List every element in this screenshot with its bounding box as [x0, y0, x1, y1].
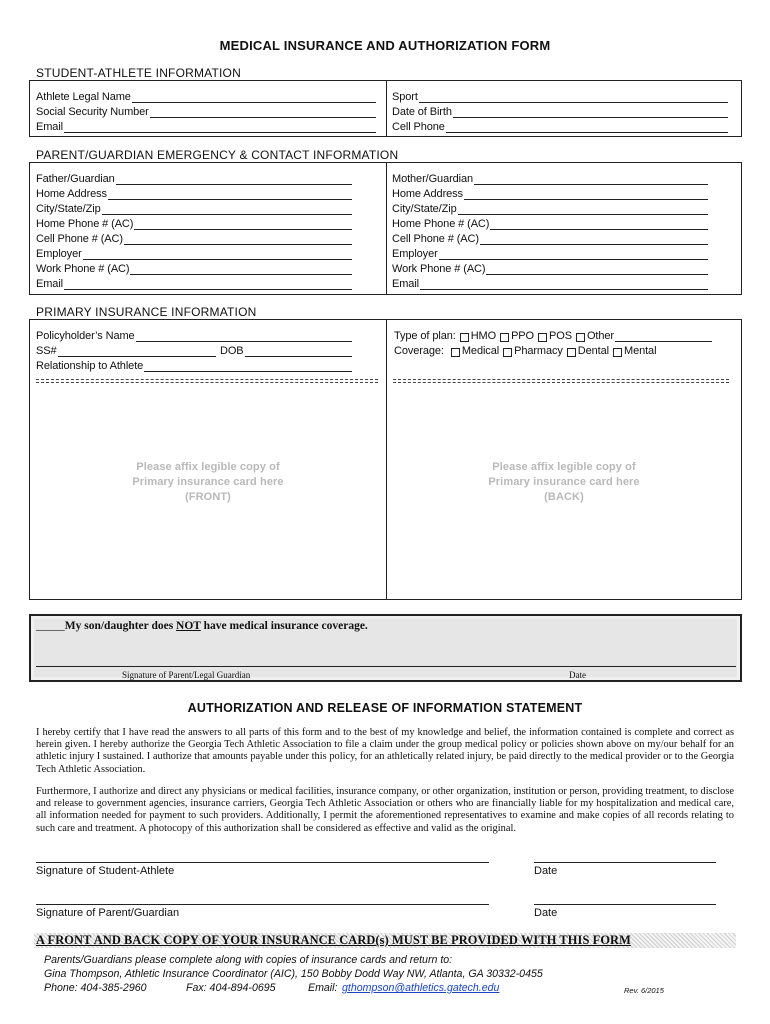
- back-card-divider: [393, 379, 729, 380]
- father-address-field[interactable]: [36, 185, 352, 200]
- mental-checkbox[interactable]: [613, 348, 622, 357]
- mother-cell-phone-field[interactable]: [392, 230, 708, 245]
- footer-coordinator: Gina Thompson, Athletic Insurance Coordinator (AIC), 150 Bobby Dodd Way NW, Atlanta, GA 30332-0455: [44, 968, 543, 980]
- student-section-heading: STUDENT-ATHLETE INFORMATION: [36, 66, 241, 80]
- field-label: Cell Phone: [392, 121, 445, 133]
- dental-checkbox[interactable]: [567, 348, 576, 357]
- plan-type-row: [394, 327, 712, 342]
- father-employer-field[interactable]: [36, 245, 352, 260]
- field-label: Father/Guardian: [36, 173, 115, 185]
- policyholder-dob-field[interactable]: [220, 342, 352, 357]
- ssn-field[interactable]: [36, 103, 376, 118]
- ppo-label: PPO: [511, 330, 534, 342]
- field-label: Email: [36, 278, 64, 290]
- student-date-line[interactable]: [534, 862, 716, 863]
- field-label: Policyholder’s Name: [36, 330, 135, 342]
- relationship-field[interactable]: [36, 357, 352, 372]
- athlete-name-field[interactable]: [36, 88, 376, 103]
- field-label: Cell Phone # (AC): [392, 233, 479, 245]
- parent-date-line[interactable]: [534, 904, 716, 905]
- no-insurance-text-end: have medical insurance coverage.: [200, 620, 368, 632]
- field-label: Home Address: [392, 188, 463, 200]
- front-card-divider: [36, 379, 378, 380]
- footer-instructions: Parents/Guardians please complete along with copies of insurance cards and return to:: [44, 954, 453, 966]
- other-label: Other: [586, 330, 614, 342]
- field-label: City/State/Zip: [36, 203, 101, 215]
- authorization-heading: AUTHORIZATION AND RELEASE OF INFORMATION STATEMENT: [187, 701, 583, 715]
- authorization-paragraph-1: I hereby certify that I have read the answers to all parts of this form and to the best of my knowledge and belief, the information contained is complete and correct as herein given. I hereby authorize the Georgia Tech Athletic Association to file a claim under the group medical policy or policies shown above on my/our behalf for an athletic injury I sustained. I authorize that amounts payable under this policy, for an athletically related injury, be paid directly to the medical provider or to the Georgia Tech Athletic Association.: [36, 727, 734, 775]
- field-label: Work Phone # (AC): [392, 263, 486, 275]
- card-note-line: (BACK): [544, 491, 584, 503]
- mother-home-phone-field[interactable]: [392, 215, 708, 230]
- policyholder-ss-field[interactable]: [36, 342, 216, 357]
- father-home-phone-field[interactable]: [36, 215, 352, 230]
- student-signature-label: Signature of Student-Athlete: [36, 865, 175, 877]
- footer-fax: Fax: 404-894-0695: [186, 982, 276, 994]
- father-guardian-field[interactable]: [36, 170, 352, 185]
- card-note-line: Primary insurance card here: [488, 476, 640, 488]
- no-insurance-date-label: Date: [569, 670, 586, 680]
- field-label: City/State/Zip: [392, 203, 457, 215]
- coverage-label: Coverage:: [394, 345, 444, 357]
- field-label: DOB: [220, 345, 244, 357]
- back-card-placeholder: [464, 460, 664, 505]
- field-label: Date of Birth: [392, 106, 452, 118]
- front-card-divider: [36, 382, 378, 383]
- field-label: Home Phone # (AC): [36, 218, 134, 230]
- footer-revision: Rev. 6/2015: [624, 986, 664, 995]
- field-label: SS#: [36, 345, 57, 357]
- student-signature-line[interactable]: [36, 862, 489, 863]
- no-insurance-blank[interactable]: _____: [36, 620, 65, 632]
- front-card-placeholder: [108, 460, 308, 505]
- field-label: Mother/Guardian: [392, 173, 474, 185]
- field-label: Social Security Number: [36, 106, 149, 118]
- dob-field[interactable]: [392, 103, 728, 118]
- ppo-checkbox[interactable]: [500, 333, 509, 342]
- mother-guardian-field[interactable]: [392, 170, 708, 185]
- medical-label: Medical: [461, 345, 500, 357]
- card-note-line: Please affix legible copy of: [136, 461, 280, 473]
- father-email-field[interactable]: [36, 275, 352, 290]
- athlete-email-field[interactable]: [36, 118, 376, 133]
- pos-label: POS: [549, 330, 572, 342]
- footer-notice: A FRONT AND BACK COPY OF YOUR INSURANCE CARD(s) MUST BE PROVIDED WITH THIS FORM: [36, 933, 631, 947]
- athlete-cell-field[interactable]: [392, 118, 728, 133]
- no-insurance-sig-label: Signature of Parent/Legal Guardian: [122, 670, 251, 680]
- footer-email-label: Email:: [308, 982, 338, 994]
- mother-work-phone-field[interactable]: [392, 260, 708, 275]
- father-work-phone-field[interactable]: [36, 260, 352, 275]
- hmo-label: HMO: [470, 330, 497, 342]
- insurance-section-heading: PRIMARY INSURANCE INFORMATION: [36, 305, 257, 319]
- no-insurance-text: My son/daughter does: [64, 620, 177, 632]
- policyholder-field[interactable]: [36, 327, 352, 342]
- field-label: Employer: [36, 248, 82, 260]
- no-insurance-statement[interactable]: [36, 620, 368, 632]
- mother-email-field[interactable]: [392, 275, 708, 290]
- field-label: Email: [392, 278, 420, 290]
- dental-label: Dental: [577, 345, 609, 357]
- field-label: Work Phone # (AC): [36, 263, 130, 275]
- no-insurance-not: NOT: [176, 620, 201, 632]
- pharmacy-label: Pharmacy: [514, 345, 563, 357]
- card-note-line: Please affix legible copy of: [492, 461, 636, 473]
- medical-checkbox[interactable]: [451, 348, 460, 357]
- mother-address-field[interactable]: [392, 185, 708, 200]
- footer-phone: Phone: 404-385-2960: [44, 982, 147, 994]
- field-label: Athlete Legal Name: [36, 91, 131, 103]
- footer-email-link[interactable]: gthompson@athletics.gatech.edu: [342, 982, 500, 994]
- student-date-label: Date: [534, 865, 558, 877]
- form-title: MEDICAL INSURANCE AND AUTHORIZATION FORM: [219, 38, 551, 53]
- field-label: Cell Phone # (AC): [36, 233, 123, 245]
- field-label: Sport: [392, 91, 418, 103]
- back-card-divider: [393, 382, 729, 383]
- card-note-line: (FRONT): [185, 491, 231, 503]
- field-label: Home Phone # (AC): [392, 218, 490, 230]
- mental-label: Mental: [624, 345, 657, 357]
- other-plan-input[interactable]: [615, 331, 712, 342]
- no-insurance-signature-line[interactable]: [36, 666, 736, 667]
- card-note-line: Primary insurance card here: [132, 476, 284, 488]
- hmo-checkbox[interactable]: [460, 333, 469, 342]
- field-label: Relationship to Athlete: [36, 360, 144, 372]
- other-checkbox[interactable]: [576, 333, 585, 342]
- coverage-row: [394, 342, 694, 357]
- mother-city-field[interactable]: [392, 200, 708, 215]
- authorization-paragraph-2: Furthermore, I authorize and direct any physicians or medical facilities, insurance company, or other organization, institution or person, providing treatment, to disclose and release to government agencies, insurance carriers, Georgia Tech Athletic Association or others who are financially liable for my hospitalization and medical care, all information needed for payment to such providers. Additionally, I permit the aforementioned representatives to examine and make copies of all records relating to such care and treatment. A photocopy of this authorization shall be considered as effective and valid as the original.: [36, 786, 734, 834]
- parent-signature-label: Signature of Parent/Guardian: [36, 907, 180, 919]
- field-label: Email: [36, 121, 64, 133]
- pos-checkbox[interactable]: [538, 333, 547, 342]
- parent-date-label: Date: [534, 907, 558, 919]
- pharmacy-checkbox[interactable]: [503, 348, 512, 357]
- father-cell-phone-field[interactable]: [36, 230, 352, 245]
- father-city-field[interactable]: [36, 200, 352, 215]
- field-label: Employer: [392, 248, 438, 260]
- sport-field[interactable]: [392, 88, 728, 103]
- mother-employer-field[interactable]: [392, 245, 708, 260]
- parent-signature-line[interactable]: [36, 904, 489, 905]
- plan-type-label: Type of plan:: [394, 330, 456, 342]
- field-label: Home Address: [36, 188, 107, 200]
- guardian-section-heading: PARENT/GUARDIAN EMERGENCY & CONTACT INFORMATION: [36, 148, 399, 162]
